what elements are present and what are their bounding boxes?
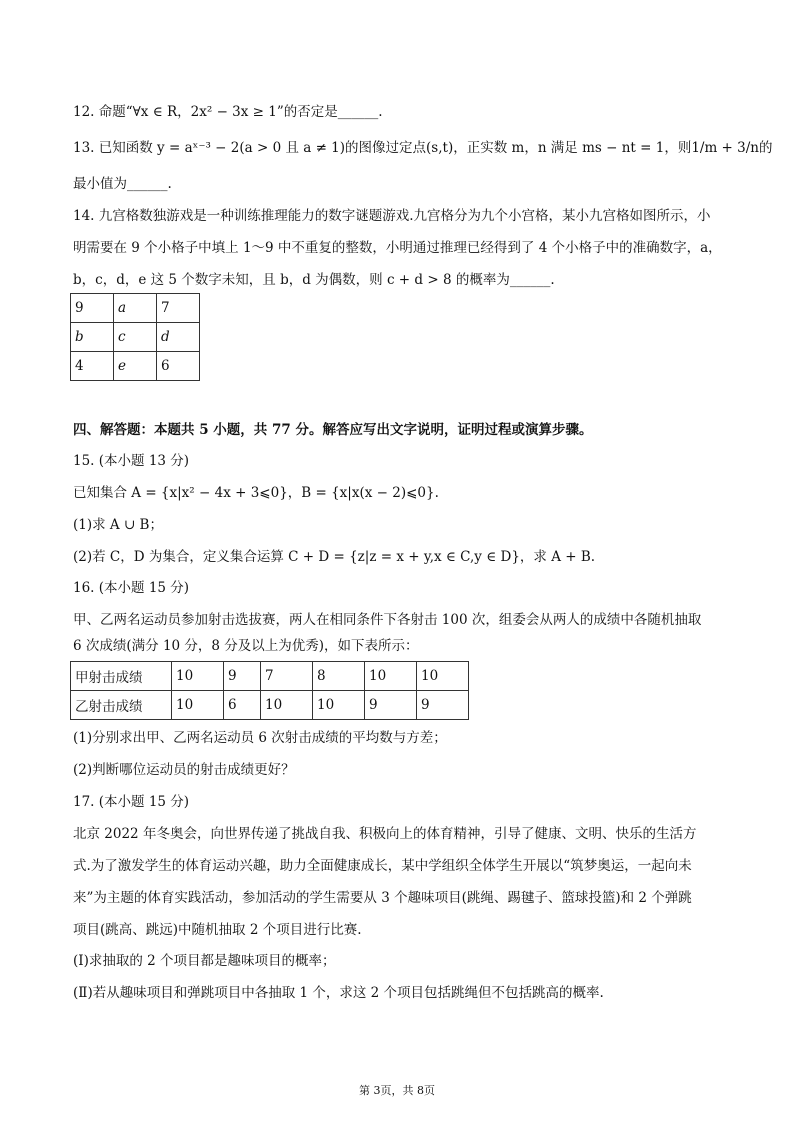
grid-cell: b — [71, 323, 114, 352]
grid-cell: 7 — [157, 294, 200, 323]
question-13-line-1: 13. 已知函数 y = aˣ⁻³ − 2(a > 0 且 a ≠ 1)的图像过定点(s,t)，正实数 m，n 满足 ms − nt = 1，则1/m + 3/n的 — [73, 140, 773, 156]
sudoku-grid — [70, 293, 200, 381]
grid-cell: 9 — [71, 294, 114, 323]
question-13-line-2: 最小值为______. — [73, 176, 172, 192]
question-12: 12. 命题“∀x ∈ R，2x² − 3x ≥ 1”的否定是______. — [73, 104, 383, 120]
grid-cell: 4 — [71, 352, 114, 381]
table-cell: 10 — [365, 662, 417, 691]
grid-cell: a — [114, 294, 157, 323]
table-cell: 9 — [365, 691, 417, 720]
table-cell: 7 — [261, 662, 313, 691]
question-17-line-3: 来”为主题的体育实践活动，参加活动的学生需要从 3 个趣味项目(跳绳、踢毽子、篮球投篮)和 2 个弹跳 — [73, 890, 692, 906]
table-cell: 10 — [417, 662, 469, 691]
question-17-line-1: 北京 2022 年冬奥会，向世界传递了挑战自我、积极向上的体育精神，引导了健康、文明、快乐的生活方 — [73, 826, 697, 842]
grid-cell: e — [114, 352, 157, 381]
section-4-heading: 四、解答题：本题共 5 小题，共 77 分。解答应写出文字说明，证明过程或演算步骤。 — [73, 422, 593, 438]
table-cell: 8 — [313, 662, 365, 691]
grid-cell: c — [114, 323, 157, 352]
question-15-part-1: (1)求 A ∪ B； — [73, 517, 163, 533]
table-row-label: 甲射击成绩 — [71, 662, 172, 691]
page-number: 第 3页，共 8页 — [359, 1084, 435, 1097]
grid-cell: 6 — [157, 352, 200, 381]
table-row-label: 乙射击成绩 — [71, 691, 172, 720]
table-cell: 6 — [224, 691, 261, 720]
question-16-line-2: 6 次成绩(满分 10 分，8 分及以上为优秀)，如下表所示： — [73, 638, 419, 654]
table-cell: 10 — [172, 691, 224, 720]
question-16-part-2: (2)判断哪位运动员的射击成绩更好？ — [73, 762, 295, 778]
question-14-line-1: 14. 九宫格数独游戏是一种训练推理能力的数字谜题游戏.九宫格分为九个小宫格，某小九宫格如图所示，小 — [73, 208, 711, 224]
question-16-line-1: 甲、乙两名运动员参加射击选拔赛，两人在相同条件下各射击 100 次，组委会从两人的成绩中各随机抽取 — [73, 612, 702, 628]
table-cell: 9 — [417, 691, 469, 720]
question-15-header: 15. (本小题 13 分) — [73, 453, 190, 469]
table-cell: 10 — [261, 691, 313, 720]
question-17-line-4: 项目(跳高、跳远)中随机抽取 2 个项目进行比赛. — [73, 922, 362, 938]
table-cell: 10 — [172, 662, 224, 691]
question-17-part-2: (Ⅱ)若从趣味项目和弹跳项目中各抽取 1 个，求这 2 个项目包括跳绳但不包括跳高的概率. — [73, 985, 604, 1001]
table-cell: 10 — [313, 691, 365, 720]
shooting-score-table — [70, 661, 469, 720]
question-16-part-1: (1)分别求出甲、乙两名运动员 6 次射击成绩的平均数与方差； — [73, 730, 447, 746]
table-cell: 9 — [224, 662, 261, 691]
question-14-line-3: b，c，d，e 这 5 个数字未知，且 b，d 为偶数，则 c + d > 8 的概率为______. — [73, 272, 555, 288]
question-16-header: 16. (本小题 15 分) — [73, 580, 190, 596]
question-14-line-2: 明需要在 9 个小格子中填上 1～9 中不重复的整数，小明通过推理已经得到了 4 个小格子中的准确数字，a， — [73, 240, 722, 256]
question-17-line-2: 式.为了激发学生的体育运动兴趣，助力全面健康成长，某中学组织全体学生开展以“筑梦奥运，一起向未 — [73, 858, 692, 874]
question-15-line-1: 已知集合 A = {x|x² − 4x + 3⩽0}，B = {x|x(x − 2)⩽0}. — [73, 485, 439, 501]
question-17-header: 17. (本小题 15 分) — [73, 794, 190, 810]
grid-cell: d — [157, 323, 200, 352]
question-15-part-2: (2)若 C，D 为集合，定义集合运算 C + D = {z|z = x + y,x ∈ C,y ∈ D}，求 A + B. — [73, 549, 596, 565]
question-17-part-1: (Ⅰ)求抽取的 2 个项目都是趣味项目的概率； — [73, 953, 336, 969]
